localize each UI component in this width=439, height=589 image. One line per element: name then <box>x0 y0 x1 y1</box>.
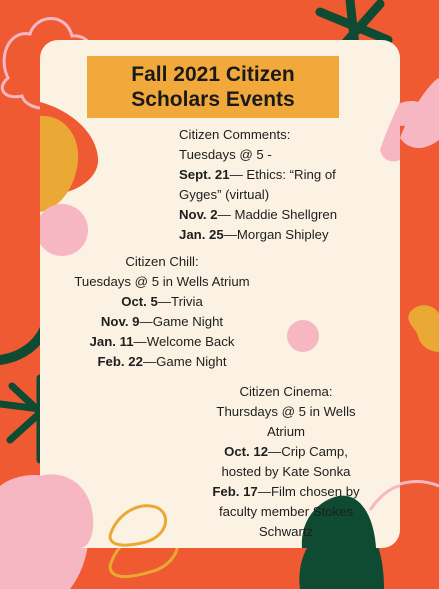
event-item-cont: Gyges” (virtual) <box>179 187 270 202</box>
mustard-squiggle-2 <box>408 305 439 352</box>
event-text: — Ethics: “Ring of <box>229 167 336 182</box>
pink-blob-card <box>40 474 93 548</box>
title-line-1: Fall 2021 Citizen <box>131 63 295 86</box>
event-date: Nov. 2 <box>179 207 218 222</box>
title-banner <box>87 56 339 118</box>
pink-circle-left <box>40 204 88 256</box>
event-item <box>186 442 386 462</box>
section-heading: Citizen Chill: <box>125 254 199 269</box>
event-text: —Game Night <box>142 354 227 369</box>
mustard-outline-card <box>110 506 166 545</box>
event-text: —Morgan Shipley <box>223 227 329 242</box>
event-text: —Game Night <box>139 314 224 329</box>
section-heading: Citizen Comments: <box>179 127 291 142</box>
title-line-2: Scholars Events <box>131 88 295 111</box>
section-heading: Citizen Cinema: <box>239 384 333 399</box>
event-text: —Film chosen by <box>257 484 360 499</box>
event-text: —Trivia <box>157 294 203 309</box>
event-item <box>179 205 389 225</box>
section-citizen-cinema <box>186 382 386 542</box>
event-text: — Maddie Shellgren <box>217 207 338 222</box>
event-card <box>40 40 400 548</box>
event-date: Oct. 12 <box>224 444 269 459</box>
section-schedule: Tuesdays @ 5 - <box>179 147 272 162</box>
event-item <box>52 292 272 312</box>
event-date: Jan. 25 <box>179 227 224 242</box>
event-item <box>52 352 272 372</box>
section-citizen-chill <box>52 252 272 372</box>
event-item-cont: faculty member Stokes <box>218 504 354 519</box>
event-item <box>186 482 386 502</box>
section-schedule: Tuesdays @ 5 in Wells Atrium <box>74 274 250 289</box>
event-item <box>179 165 389 185</box>
event-date: Feb. 22 <box>97 354 143 369</box>
section-citizen-comments <box>179 125 389 245</box>
event-date: Sept. 21 <box>179 167 230 182</box>
event-item <box>179 225 389 245</box>
event-item <box>52 332 272 352</box>
event-date: Feb. 17 <box>212 484 258 499</box>
section-schedule: Thursdays @ 5 in Wells <box>216 404 356 419</box>
event-text: —Crip Camp, <box>268 444 348 459</box>
event-date: Oct. 5 <box>121 294 158 309</box>
section-schedule-cont: Atrium <box>266 424 306 439</box>
event-date: Jan. 11 <box>89 334 134 349</box>
event-item-cont: hosted by Kate Sonka <box>221 464 351 479</box>
event-text: —Welcome Back <box>133 334 235 349</box>
event-item-cont: Schwartz <box>258 524 314 539</box>
pink-dot-center <box>287 320 319 352</box>
event-item <box>52 312 272 332</box>
event-date: Nov. 9 <box>100 314 140 329</box>
